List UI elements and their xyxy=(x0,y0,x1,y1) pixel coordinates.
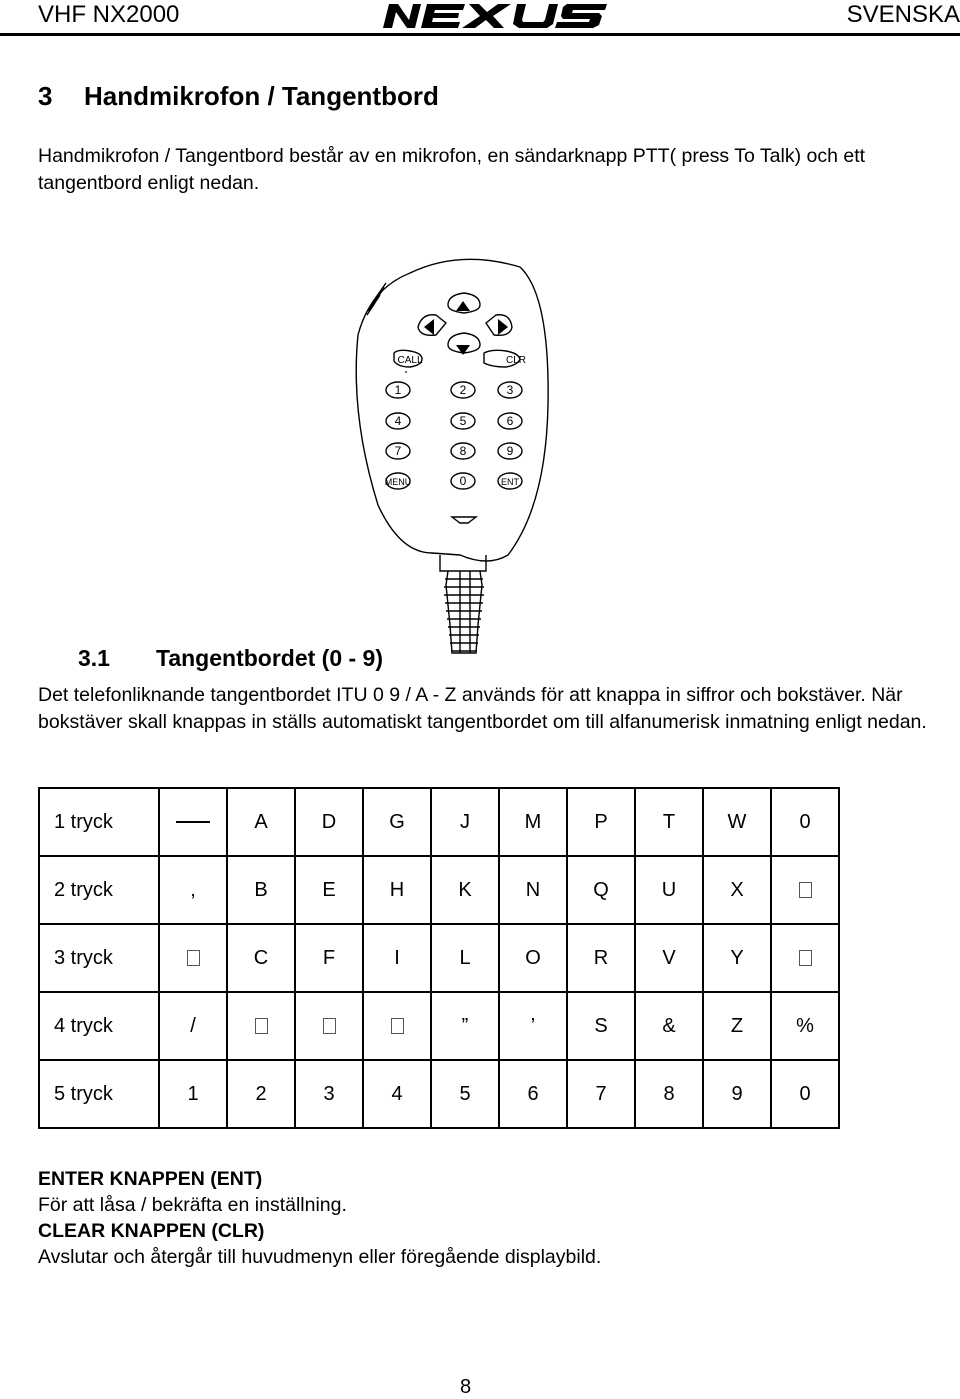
table-cell: F xyxy=(295,924,363,992)
microphone-illustration xyxy=(340,255,580,665)
table-cell: P xyxy=(567,788,635,856)
page-number: 8 xyxy=(460,1376,471,1399)
mic-key: 5 xyxy=(460,414,467,428)
section-intro: Handmikrofon / Tangentbord består av en mikrofon, en sändarknapp PTT( press To Talk) och ett tangentbord enligt nedan. xyxy=(38,143,918,197)
mic-key: 2 xyxy=(460,383,467,397)
table-cell: T xyxy=(635,788,703,856)
table-cell xyxy=(363,992,431,1060)
mic-key: 9 xyxy=(507,444,514,458)
table-cell: R xyxy=(567,924,635,992)
dash-symbol xyxy=(176,821,210,823)
mic-key: 8 xyxy=(460,444,467,458)
table-cell: J xyxy=(431,788,499,856)
table-cell xyxy=(159,924,227,992)
section-number: 3 xyxy=(38,81,84,112)
mic-key: 3 xyxy=(507,383,514,397)
mic-key: 6 xyxy=(507,414,514,428)
table-cell: 6 xyxy=(499,1060,567,1128)
box-symbol xyxy=(255,1018,268,1034)
table-cell: Y xyxy=(703,924,771,992)
table-cell xyxy=(771,856,839,924)
table-cell: ’ xyxy=(499,992,567,1060)
table-cell: O xyxy=(499,924,567,992)
table-cell: ” xyxy=(431,992,499,1060)
row-label: 5 tryck xyxy=(39,1060,159,1128)
ent-text: För att låsa / bekräfta en inställning. xyxy=(38,1192,601,1218)
table-cell: 0 xyxy=(771,1060,839,1128)
header-rule xyxy=(0,33,960,36)
table-cell: 4 xyxy=(363,1060,431,1128)
table-cell xyxy=(295,992,363,1060)
mic-clr-label: CLR xyxy=(506,355,526,366)
table-cell: 3 xyxy=(295,1060,363,1128)
subsection-text: Det telefonliknande tangentbordet ITU 0 9 / A - Z används för att knappa in siffror och bokstäver. När bokstäver skall knappas in ställs automatiskt tangentbordet om till alfanumerisk inmatning enligt nedan. xyxy=(38,682,928,736)
table-cell xyxy=(227,992,295,1060)
table-row xyxy=(39,992,839,1060)
table-cell: B xyxy=(227,856,295,924)
table-cell: 7 xyxy=(567,1060,635,1128)
table-row xyxy=(39,788,839,856)
row-label: 1 tryck xyxy=(39,788,159,856)
section-title: Handmikrofon / Tangentbord xyxy=(84,81,439,111)
section-heading xyxy=(38,81,439,112)
subsection-title: Tangentbordet (0 - 9) xyxy=(156,645,383,671)
table-cell: K xyxy=(431,856,499,924)
table-cell: V xyxy=(635,924,703,992)
table-cell xyxy=(771,924,839,992)
table-cell: C xyxy=(227,924,295,992)
table-cell: Z xyxy=(703,992,771,1060)
clr-text: Avslutar och återgår till huvudmenyn eller föregående displaybild. xyxy=(38,1244,601,1270)
table-cell: / xyxy=(159,992,227,1060)
table-row xyxy=(39,856,839,924)
row-label: 2 tryck xyxy=(39,856,159,924)
table-cell: U xyxy=(635,856,703,924)
table-cell: 9 xyxy=(703,1060,771,1128)
table-cell: Q xyxy=(567,856,635,924)
mic-menu-label: MENU xyxy=(385,477,412,487)
table-cell: N xyxy=(499,856,567,924)
box-symbol xyxy=(799,882,812,898)
header-language: SVENSKA xyxy=(847,1,960,29)
table-cell: 1 xyxy=(159,1060,227,1128)
table-cell xyxy=(159,788,227,856)
table-cell: I xyxy=(363,924,431,992)
clr-heading: CLEAR KNAPPEN (CLR) xyxy=(38,1218,601,1244)
mic-key: 4 xyxy=(395,414,402,428)
table-cell: % xyxy=(771,992,839,1060)
subsection-heading xyxy=(78,645,383,672)
nexus-logo xyxy=(383,2,609,30)
table-cell: 2 xyxy=(227,1060,295,1128)
table-cell: 0 xyxy=(771,788,839,856)
table-cell: L xyxy=(431,924,499,992)
table-cell: W xyxy=(703,788,771,856)
table-cell: X xyxy=(703,856,771,924)
mic-key: 1 xyxy=(395,383,402,397)
table-cell: D xyxy=(295,788,363,856)
table-row xyxy=(39,924,839,992)
mic-key: 7 xyxy=(395,444,402,458)
row-label: 4 tryck xyxy=(39,992,159,1060)
box-symbol xyxy=(187,950,200,966)
table-cell: A xyxy=(227,788,295,856)
table-cell: S xyxy=(567,992,635,1060)
table-cell: H xyxy=(363,856,431,924)
table-cell: 5 xyxy=(431,1060,499,1128)
box-symbol xyxy=(323,1018,336,1034)
table-cell: M xyxy=(499,788,567,856)
mic-call-label: CALL xyxy=(397,355,422,366)
mic-ent-label: ENT xyxy=(501,477,520,487)
table-cell: , xyxy=(159,856,227,924)
key-definitions xyxy=(38,1166,601,1270)
table-cell: 8 xyxy=(635,1060,703,1128)
subsection-number: 3.1 xyxy=(78,645,156,672)
table-cell: & xyxy=(635,992,703,1060)
mic-key-zero: 0 xyxy=(460,474,467,488)
table-cell: E xyxy=(295,856,363,924)
ent-heading: ENTER KNAPPEN (ENT) xyxy=(38,1166,601,1192)
header-model: VHF NX2000 xyxy=(38,1,179,29)
row-label: 3 tryck xyxy=(39,924,159,992)
box-symbol xyxy=(391,1018,404,1034)
alphanumeric-table xyxy=(38,787,840,1129)
table-row xyxy=(39,1060,839,1128)
box-symbol xyxy=(799,950,812,966)
table-cell: G xyxy=(363,788,431,856)
